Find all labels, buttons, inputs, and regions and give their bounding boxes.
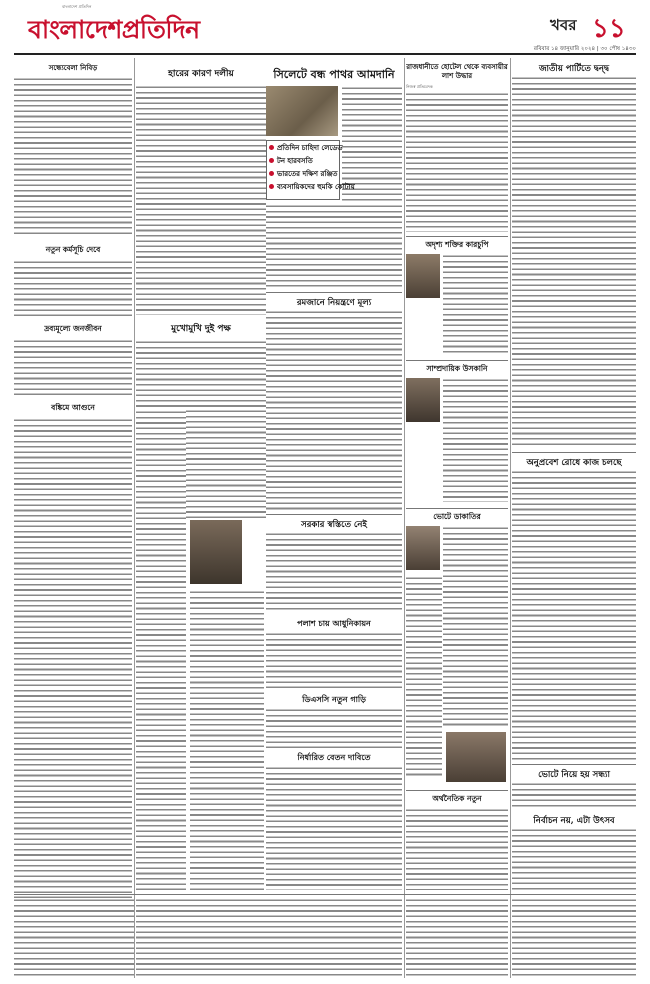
newspaper-logo: বাংলাদেশপ্রতিদিন bbox=[28, 15, 200, 44]
article-body bbox=[512, 828, 636, 890]
article-body bbox=[266, 708, 402, 748]
column-1 bbox=[14, 58, 132, 938]
headline: অর্থনৈতিক নতুন bbox=[432, 794, 482, 803]
article-body bbox=[266, 310, 402, 510]
column-divider bbox=[134, 58, 135, 978]
headline: নির্বাচন নয়, এটা উৎসব bbox=[533, 816, 615, 826]
headline: অনুপ্রবেশ রোধে কাজ চলছে bbox=[526, 458, 622, 468]
article-body bbox=[14, 260, 132, 316]
headline: ডিএসসি নতুন গাড়ি bbox=[302, 694, 366, 704]
headline: সিলেটে বন্ধ পাথর আমদানি bbox=[273, 68, 395, 81]
headline: মুখোমুখি দুই পক্ষ bbox=[171, 324, 231, 334]
article-body bbox=[406, 808, 508, 890]
headline: সন্ধ্যেবেলা নিবিড় bbox=[48, 63, 98, 72]
headline: দ্রব্যমূল্যে জনজীবন bbox=[44, 324, 102, 333]
article-body bbox=[512, 76, 636, 448]
highlight-item: টন হারবসতি bbox=[267, 154, 339, 167]
headline: রমজানে নিয়ন্ত্রণে মূল্য bbox=[296, 298, 372, 308]
article-body bbox=[512, 782, 636, 810]
masthead bbox=[14, 4, 636, 44]
headline: সাম্প্রদায়িক উসকানি bbox=[426, 364, 488, 373]
section-name: খবর bbox=[550, 16, 577, 34]
article-body bbox=[14, 898, 134, 976]
headline: নির্ধারিত বেতন দাবিতে bbox=[297, 752, 371, 762]
masthead-rule bbox=[14, 53, 636, 55]
headline: নতুন কর্মসূচি দেবে bbox=[45, 245, 101, 254]
section-rule bbox=[14, 894, 636, 895]
headline: সরকার স্বস্তিতে নেই bbox=[301, 520, 367, 530]
headline: অদৃশ্য শক্তির কারচুপি bbox=[425, 240, 489, 249]
highlights-box bbox=[266, 140, 355, 200]
article-body bbox=[266, 766, 402, 890]
logo-tagline: বাংলাদেশ প্রতিদিন bbox=[62, 4, 92, 9]
highlight-item: ভারতের দক্ষিণ রঞ্জিত bbox=[267, 167, 339, 180]
article-body bbox=[512, 898, 636, 976]
headline: জাতীয় পার্টিতে দ্বন্দ্ব bbox=[538, 64, 610, 74]
page-number: ১১ bbox=[592, 14, 626, 44]
section-rule bbox=[266, 292, 402, 293]
article-body bbox=[136, 898, 402, 976]
portrait-photo bbox=[406, 526, 440, 570]
headline: রাজধানীতে হোটেল থেকে ব্যবসায়ীর লাশ উদ্ধার bbox=[406, 62, 508, 80]
headline: বঙ্কিমে আগুনে bbox=[51, 403, 95, 412]
article-body bbox=[266, 532, 402, 612]
article-body bbox=[443, 254, 508, 354]
section-rule bbox=[406, 508, 508, 509]
headline: ভোটে নিয়ে হয় সন্ধ্যা bbox=[538, 770, 610, 780]
article-body bbox=[14, 339, 132, 395]
article-body bbox=[406, 92, 508, 232]
highlight-item: ব্যবসায়িকদের হুমকি কোটায় bbox=[267, 180, 339, 193]
section-rule bbox=[512, 452, 636, 453]
headline: পলাশ চায় আধুনিকায়ন bbox=[297, 618, 371, 628]
article-body bbox=[14, 77, 132, 237]
section-rule bbox=[406, 360, 508, 361]
portrait-photo bbox=[406, 254, 440, 298]
article-body bbox=[406, 576, 442, 776]
article-body bbox=[190, 590, 264, 890]
article-body bbox=[136, 410, 186, 890]
section-rule bbox=[512, 764, 636, 765]
article-body bbox=[443, 378, 508, 502]
byline: নিজস্ব প্রতিবেদক bbox=[406, 84, 433, 89]
dateline: রবিবার ১৪ জানুয়ারি ২০২৪ | ৩০ পৌষ ১৪৩০ bbox=[533, 46, 636, 52]
column-divider bbox=[510, 58, 511, 978]
column-divider bbox=[404, 58, 405, 978]
portrait-photo bbox=[406, 378, 440, 422]
section-rule bbox=[266, 514, 402, 515]
portrait-photo bbox=[190, 520, 242, 584]
article-body bbox=[443, 526, 508, 726]
article-body bbox=[512, 470, 636, 760]
headline: হারের কারণ দলীয় bbox=[168, 69, 234, 79]
news-photo bbox=[266, 86, 338, 136]
section-rule bbox=[406, 790, 508, 791]
article-body bbox=[406, 898, 508, 976]
portrait-photo bbox=[446, 732, 506, 782]
section-rule bbox=[406, 236, 508, 237]
article-body bbox=[136, 85, 266, 315]
headline: ভোটে ডাকাতির bbox=[433, 512, 481, 521]
highlight-item: প্রতিদিন চাহিদা লেডেড bbox=[267, 141, 339, 154]
article-body bbox=[14, 418, 132, 938]
article-body bbox=[266, 632, 402, 688]
article-body bbox=[266, 204, 402, 288]
